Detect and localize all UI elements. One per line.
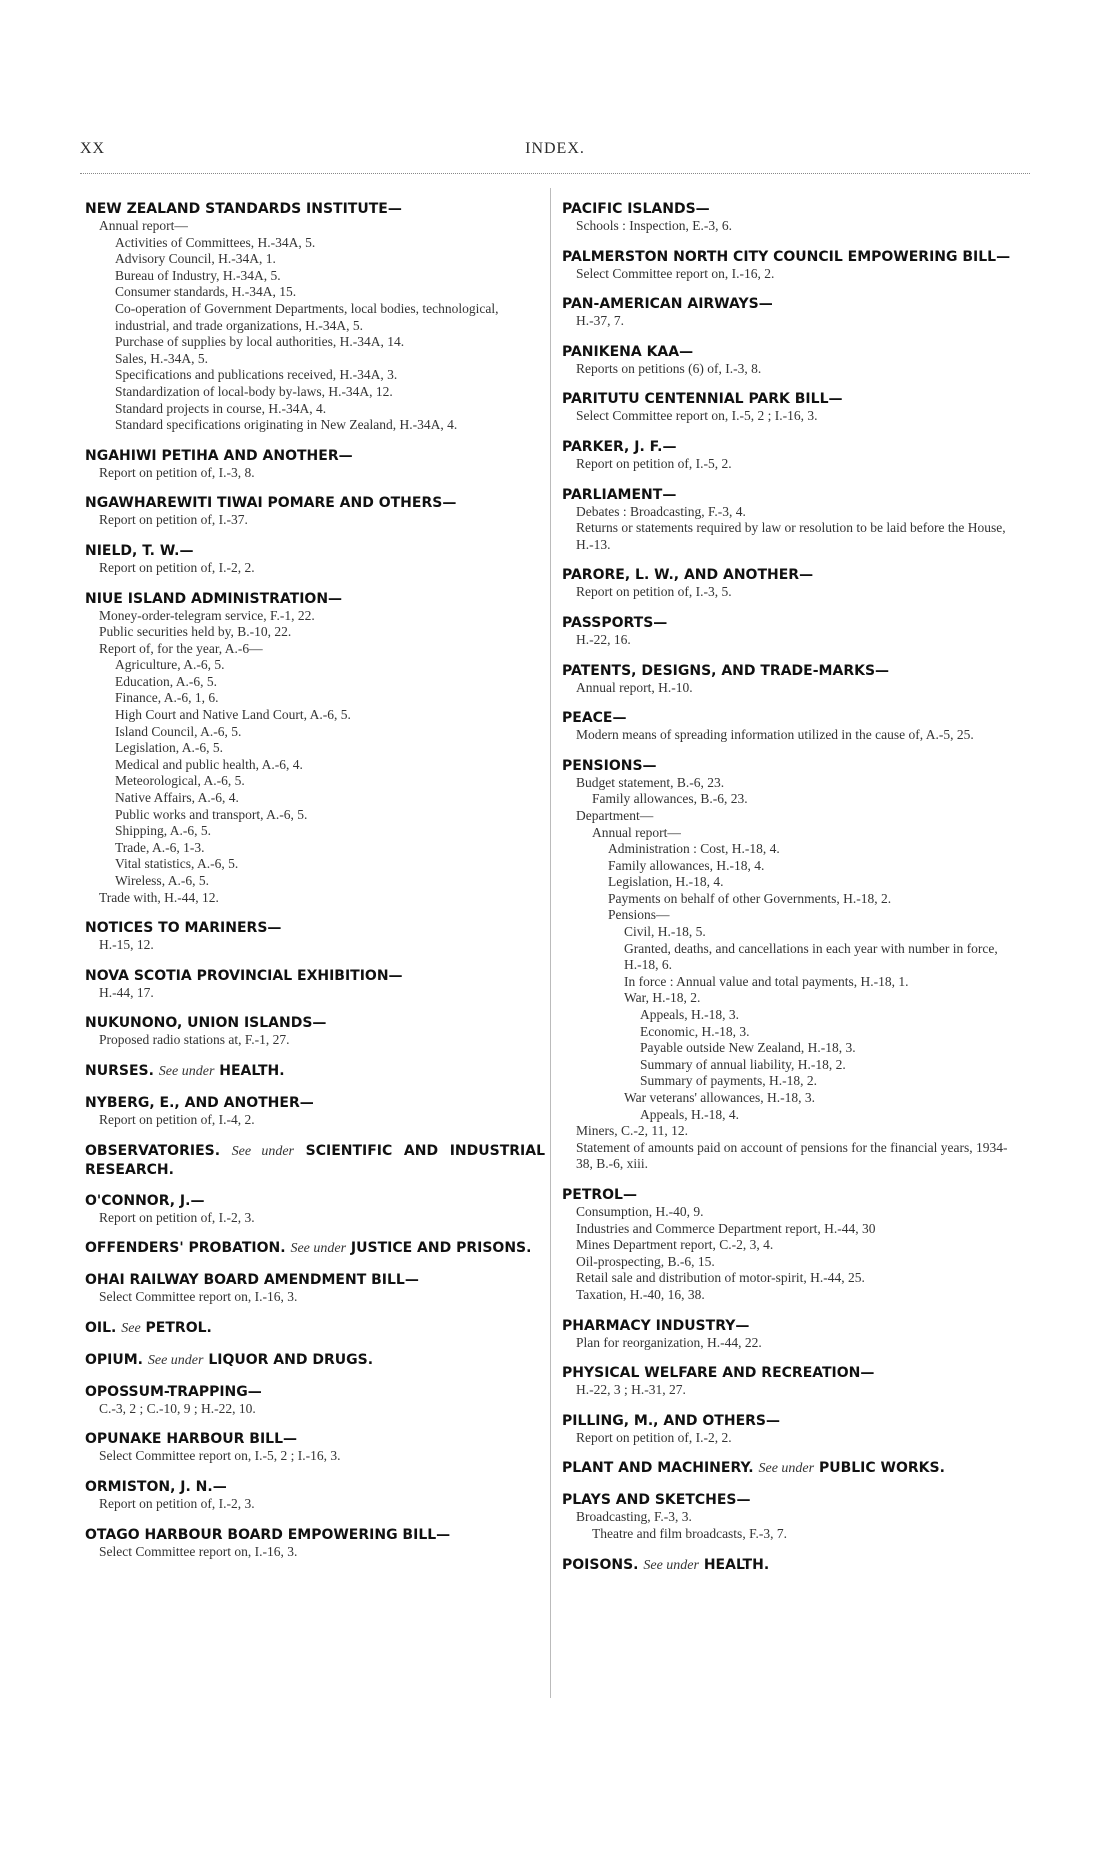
header-rule (80, 173, 1030, 174)
entry-line: Agriculture, A.-6, 5. (115, 657, 225, 673)
index-entry (85, 1142, 545, 1179)
entry-line: Wireless, A.-6, 5. (115, 873, 209, 888)
entry-line: Administration : Cost, H.-18, 4. (608, 841, 780, 857)
entry-line: Finance, A.-6, 1, 6. (115, 690, 219, 706)
heading-text: PASSPORTS— (562, 614, 668, 631)
entry-line: Summary of annual liability, H.-18, 2. (640, 1056, 846, 1072)
index-entry (562, 614, 1014, 649)
entry-line: Family allowances, B.-6, 23. (592, 791, 748, 807)
entry-line: Theatre and film broadcasts, F.-3, 7. (592, 1525, 787, 1541)
entry-line: Civil, H.-18, 5. (624, 924, 706, 940)
index-entry (562, 757, 1014, 1173)
entry-line: H.-22, 3 ; H.-31, 27. (576, 1382, 686, 1398)
index-entry (85, 1094, 545, 1129)
heading-text: PENSIONS— (562, 757, 657, 774)
heading-text: OHAI RAILWAY BOARD AMENDMENT BILL— (85, 1272, 419, 1289)
entry-line: Taxation, H.-40, 16, 38. (576, 1286, 705, 1302)
entry-line: Report on petition of, I.-37. (99, 512, 248, 528)
entry-line: Report on petition of, I.-4, 2. (99, 1111, 255, 1127)
entry-heading (85, 1271, 545, 1289)
entry-heading (562, 1491, 1014, 1509)
heading-text: OIL. (85, 1319, 117, 1336)
entry-line: High Court and Native Land Court, A.-6, 5. (115, 707, 351, 723)
index-entry (85, 1192, 545, 1227)
index-entry (562, 1491, 1014, 1542)
entry-line: Select Committee report on, I.-16, 3. (99, 1543, 298, 1559)
entry-line: Meteorological, A.-6, 5. (115, 773, 245, 789)
entry-heading (562, 390, 1014, 408)
entry-line: Legislation, A.-6, 5. (115, 740, 223, 756)
index-entry (85, 447, 545, 482)
entry-heading (562, 566, 1014, 584)
index-entry (85, 919, 545, 954)
right-column (562, 200, 1014, 1588)
entry-heading (85, 494, 545, 512)
entry-heading (562, 662, 1014, 680)
index-entry (562, 390, 1014, 425)
heading-text: OPOSSUM-TRAPPING— (85, 1383, 262, 1400)
entry-heading (85, 1526, 545, 1544)
see-reference: See under (231, 1143, 295, 1159)
entry-line: In force : Annual value and total payments, H.-18, 1. (624, 973, 909, 989)
entry-line: Medical and public health, A.-6, 4. (115, 756, 303, 772)
entry-line: Education, A.-6, 5. (115, 673, 217, 689)
heading-text: OPUNAKE HARBOUR BILL— (85, 1431, 298, 1448)
entry-line: Purchase of supplies by local authorities, H.-34A, 14. (115, 334, 405, 350)
entry-heading (562, 757, 1014, 775)
entry-line: Island Council, A.-6, 5. (115, 723, 242, 739)
heading-text: OBSERVATORIES. (85, 1142, 221, 1159)
see-target: JUSTICE AND PRISONS. (350, 1240, 532, 1257)
heading-text: NIELD, T. W.— (85, 542, 194, 559)
entry-line: Industries and Commerce Department report, H.-44, 30 (576, 1220, 876, 1236)
index-entry (85, 494, 545, 529)
entry-line: Broadcasting, F.-3, 3. (576, 1509, 692, 1525)
entry-heading (562, 248, 1014, 266)
index-entry (85, 1526, 545, 1561)
entry-heading (562, 486, 1014, 504)
entry-line: H.-37, 7. (576, 313, 624, 329)
entry-line: Report on petition of, I.-2, 2. (576, 1429, 732, 1445)
entry-heading (85, 542, 545, 560)
heading-text: NIUE ISLAND ADMINISTRATION— (85, 590, 343, 607)
entry-line: Co-operation of Government Departments, local bodies, technological, industrial, and trade organizations, H.-34A, 5. (115, 300, 499, 333)
entry-line: Debates : Broadcasting, F.-3, 4. (576, 503, 746, 519)
entry-heading (562, 1364, 1014, 1382)
see-target: PUBLIC WORKS. (818, 1460, 945, 1477)
heading-text: PATENTS, DESIGNS, AND TRADE-MARKS— (562, 662, 890, 679)
entry-heading (85, 1319, 545, 1338)
entry-heading (85, 590, 545, 608)
entry-line: Annual report— (592, 824, 681, 840)
entry-line: Pensions— (608, 907, 670, 923)
entry-heading (85, 1142, 545, 1179)
index-entry (85, 1271, 545, 1306)
index-entry (562, 1364, 1014, 1399)
entry-line: Trade with, H.-44, 12. (99, 889, 219, 905)
index-entry (562, 1459, 1014, 1478)
entry-line: Plan for reorganization, H.-44, 22. (576, 1334, 762, 1350)
entry-line: Payable outside New Zealand, H.-18, 3. (640, 1040, 856, 1056)
entry-line: Public securities held by, B.-10, 22. (99, 624, 292, 640)
heading-text: PAN-AMERICAN AIRWAYS— (562, 296, 773, 313)
index-entry (85, 1239, 545, 1258)
heading-text: PILLING, M., AND OTHERS— (562, 1412, 781, 1429)
index-entry (562, 709, 1014, 744)
entry-line: Department— (576, 807, 654, 823)
entry-line: Specifications and publications received, H.-34A, 3. (115, 367, 398, 383)
entry-line: Consumer standards, H.-34A, 15. (115, 284, 297, 300)
heading-text: PANIKENA KAA— (562, 343, 694, 360)
heading-text: ORMISTON, J. N.— (85, 1478, 227, 1495)
index-entry (562, 248, 1014, 283)
index-entry (562, 295, 1014, 330)
see-reference: See under (158, 1063, 215, 1079)
heading-text: PARITUTU CENTENNIAL PARK BILL— (562, 391, 843, 408)
entry-heading (85, 1239, 545, 1258)
see-reference: See under (643, 1557, 699, 1573)
heading-text: NYBERG, E., AND ANOTHER— (85, 1094, 314, 1111)
entry-line: Native Affairs, A.-6, 4. (115, 790, 239, 806)
entry-heading (85, 1383, 545, 1401)
heading-text: NOVA SCOTIA PROVINCIAL EXHIBITION— (85, 967, 403, 984)
heading-text: NEW ZEALAND STANDARDS INSTITUTE— (85, 201, 402, 217)
entry-heading (85, 1062, 545, 1081)
heading-text: PETROL— (562, 1186, 637, 1203)
entry-line: Budget statement, B.-6, 23. (576, 774, 725, 790)
see-target: HEALTH. (703, 1556, 770, 1573)
page-number: XX (80, 140, 106, 157)
index-entry (85, 1383, 545, 1418)
heading-text: PEACE— (562, 710, 627, 727)
index-entry (85, 1014, 545, 1049)
entry-line: Mines Department report, C.-2, 3, 4. (576, 1237, 774, 1253)
entry-line: Miners, C.-2, 11, 12. (576, 1123, 688, 1139)
entry-line: War veterans' allowances, H.-18, 3. (624, 1090, 816, 1105)
entry-heading (562, 1556, 1014, 1575)
index-entry (562, 566, 1014, 601)
entry-heading (85, 447, 545, 465)
entry-line: Schools : Inspection, E.-3, 6. (576, 218, 732, 233)
entry-line: Shipping, A.-6, 5. (115, 823, 212, 839)
heading-text: NGAWHAREWITI TIWAI POMARE AND OTHERS— (85, 495, 457, 512)
index-entry (85, 542, 545, 577)
heading-text: PALMERSTON NORTH CITY COUNCIL EMPOWERING BILL— (562, 248, 1011, 265)
entry-heading (562, 1459, 1014, 1478)
index-entry (562, 486, 1014, 554)
entry-line: Payments on behalf of other Governments, H.-18, 2. (608, 890, 892, 906)
entry-heading (562, 343, 1014, 361)
entry-line: Annual report— (99, 218, 188, 233)
heading-text: NUKUNONO, UNION ISLANDS— (85, 1015, 327, 1032)
entry-line: Select Committee report on, I.-16, 3. (99, 1289, 298, 1305)
entry-line: Select Committee report on, I.-5, 2 ; I.-16, 3. (576, 408, 818, 424)
entry-heading (85, 1430, 545, 1448)
entry-line: Family allowances, H.-18, 4. (608, 857, 765, 873)
entry-line: War, H.-18, 2. (624, 990, 701, 1006)
entry-line: Retail sale and distribution of motor-spirit, H.-44, 25. (576, 1270, 865, 1286)
entry-line: Bureau of Industry, H.-34A, 5. (115, 267, 281, 283)
entry-line: Standard projects in course, H.-34A, 4. (115, 400, 327, 416)
entry-line: Public works and transport, A.-6, 5. (115, 806, 308, 822)
index-entry (85, 967, 545, 1002)
entry-line: Select Committee report on, I.-16, 2. (576, 265, 775, 281)
see-reference: See (121, 1320, 141, 1336)
entry-heading (85, 1014, 545, 1032)
index-entry (562, 1317, 1014, 1352)
entry-line: Money-order-telegram service, F.-1, 22. (99, 607, 315, 623)
heading-text: OTAGO HARBOUR BOARD EMPOWERING BILL— (85, 1526, 451, 1543)
entry-line: Reports on petitions (6) of, I.-3, 8. (576, 360, 762, 376)
index-entry (562, 1412, 1014, 1447)
entry-line: Appeals, H.-18, 3. (640, 1007, 739, 1023)
entry-line: Report on petition of, I.-3, 5. (576, 584, 732, 600)
entry-heading (85, 967, 545, 985)
see-reference: See under (758, 1461, 815, 1477)
entry-line: Vital statistics, A.-6, 5. (115, 856, 239, 872)
entry-heading (562, 200, 1014, 218)
entry-line: Annual report, H.-10. (576, 679, 693, 695)
index-entry (85, 200, 545, 434)
entry-line: Report on petition of, I.-5, 2. (576, 455, 732, 471)
index-entry (562, 662, 1014, 697)
entry-line: Economic, H.-18, 3. (640, 1023, 750, 1039)
entry-line: Sales, H.-34A, 5. (115, 350, 208, 366)
heading-text: PARORE, L. W., AND ANOTHER— (562, 567, 814, 584)
index-entry (85, 590, 545, 907)
entry-heading (562, 438, 1014, 456)
see-reference: See under (290, 1241, 347, 1257)
entry-line: Report on petition of, I.-2, 2. (99, 559, 255, 575)
index-entry (85, 1062, 545, 1081)
entry-heading (562, 1317, 1014, 1335)
entry-line: Standardization of local-body by-laws, H.-34A, 12. (115, 383, 393, 399)
entry-heading (85, 1351, 545, 1370)
entry-line: Activities of Committees, H.-34A, 5. (115, 234, 316, 250)
heading-text: PARKER, J. F.— (562, 438, 677, 455)
entry-line: Select Committee report on, I.-5, 2 ; I.-16, 3. (99, 1448, 341, 1464)
index-entry (562, 343, 1014, 378)
entry-heading (85, 200, 545, 218)
heading-text: PHARMACY INDUSTRY— (562, 1317, 750, 1334)
heading-text: NOTICES TO MARINERS— (85, 920, 282, 937)
index-entry (85, 1351, 545, 1370)
entry-heading (562, 709, 1014, 727)
entry-line: Consumption, H.-40, 9. (576, 1203, 704, 1219)
entry-heading (562, 295, 1014, 313)
entry-heading (85, 1094, 545, 1112)
index-entry (85, 1319, 545, 1338)
entry-line: Returns or statements required by law or resolution to be laid before the House, H.-13. (576, 520, 1006, 552)
index-entry (85, 1478, 545, 1513)
entry-line: Appeals, H.-18, 4. (640, 1106, 739, 1122)
entry-line: Standard specifications originating in New Zealand, H.-34A, 4. (115, 417, 458, 433)
entry-heading (562, 614, 1014, 632)
entry-line: Oil-prospecting, B.-6, 15. (576, 1253, 715, 1269)
see-reference: See under (147, 1352, 204, 1368)
heading-text: O'CONNOR, J.— (85, 1192, 205, 1209)
entry-line: H.-22, 16. (576, 631, 631, 647)
entry-heading (562, 1186, 1014, 1204)
entry-line: Report on petition of, I.-3, 8. (99, 464, 255, 480)
index-entry (562, 1186, 1014, 1304)
entry-line: Report of, for the year, A.-6— (99, 640, 263, 656)
entry-line: Statement of amounts paid on account of pensions for the financial years, 1934-38, B.-6, xiii. (576, 1139, 1008, 1172)
entry-line: Modern means of spreading information utilized in the cause of, A.-5, 25. (576, 727, 974, 743)
column-divider (550, 188, 551, 1698)
entry-line: Report on petition of, I.-2, 3. (99, 1495, 255, 1511)
index-entry (562, 200, 1014, 235)
entry-heading (85, 919, 545, 937)
entry-line: Proposed radio stations at, F.-1, 27. (99, 1032, 290, 1048)
heading-text: OFFENDERS' PROBATION. (85, 1240, 286, 1257)
heading-text: POISONS. (562, 1556, 639, 1573)
heading-text: OPIUM. (85, 1351, 143, 1368)
left-column (85, 200, 545, 1573)
heading-text: PACIFIC ISLANDS— (562, 201, 710, 217)
heading-text: PLANT AND MACHINERY. (562, 1460, 754, 1477)
entry-line: Legislation, H.-18, 4. (608, 874, 724, 890)
page-title: INDEX. (525, 140, 585, 157)
heading-text: PLAYS AND SKETCHES— (562, 1492, 751, 1509)
index-entry (562, 438, 1014, 473)
page-header (80, 140, 1030, 164)
heading-text: PARLIAMENT— (562, 486, 677, 503)
see-target: LIQUOR AND DRUGS. (208, 1351, 374, 1368)
heading-text: NGAHIWI PETIHA AND ANOTHER— (85, 447, 353, 464)
entry-line: H.-15, 12. (99, 937, 154, 953)
entry-line: H.-44, 17. (99, 984, 154, 1000)
see-target: SCIENTIFIC AND INDUSTRIAL RESEARCH. (85, 1142, 546, 1178)
index-entry (85, 1430, 545, 1465)
see-target: HEALTH. (219, 1062, 285, 1079)
entry-heading (85, 1478, 545, 1496)
entry-line: Summary of payments, H.-18, 2. (640, 1073, 817, 1089)
heading-text: NURSES. (85, 1062, 154, 1079)
entry-heading (562, 1412, 1014, 1430)
entry-line: Trade, A.-6, 1-3. (115, 839, 205, 855)
entry-line: Advisory Council, H.-34A, 1. (115, 251, 276, 267)
entry-heading (85, 1192, 545, 1210)
entry-line: C.-3, 2 ; C.-10, 9 ; H.-22, 10. (99, 1400, 256, 1416)
entry-line: Report on petition of, I.-2, 3. (99, 1209, 255, 1225)
heading-text: PHYSICAL WELFARE AND RECREATION— (562, 1365, 875, 1382)
see-target: PETROL. (145, 1319, 212, 1336)
index-entry (562, 1556, 1014, 1575)
entry-line: Granted, deaths, and cancellations in each year with number in force, H.-18, 6. (624, 940, 998, 973)
